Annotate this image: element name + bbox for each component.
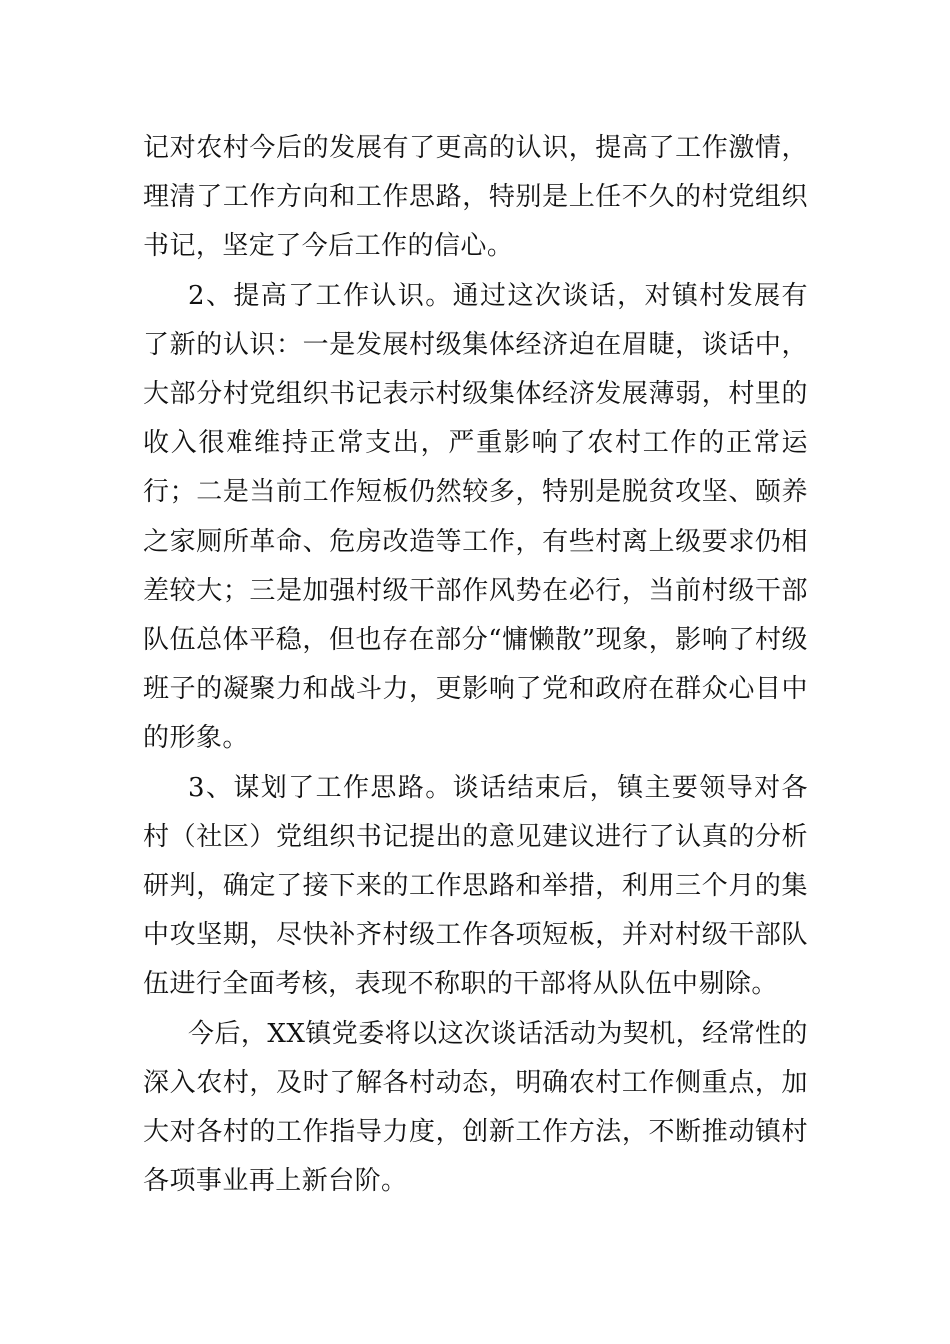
paragraph-work-plan: 3、谋划了工作思路。谈话结束后，镇主要领导对各村（社区）党组织书记提出的意见建议进行了认真的分析研判，确定了接下来的工作思路和举措，利用三个月的集中攻坚期，尽快补齐村级工作各项短板，并对村级干部队伍进行全面考核，表现不称职的干部将从队伍中剔除。 [143,772,808,1000]
document-body [143,124,808,1206]
paragraph-work-understanding: 2、提高了工作认识。通过这次谈话，对镇村发展有了新的认识：一是发展村级集体经济迫在眉睫，谈话中，大部分村党组织书记表示村级集体经济发展薄弱，村里的收入很难维持正常支出，严重影响了农村工作的正常运行；二是当前工作短板仍然较多，特别是脱贫攻坚、颐养之家厕所革命、危房改造等工作，有些村离上级要求仍相差较大；三是加强村级干部作风势在必行，当前村级干部队伍总体平稳，但也存在部分“慵懒散”现象，影响了村级班子的凝聚力和战斗力，更影响了党和政府在群众心目中的形象。 [143,280,808,754]
paragraph-future-outlook: 今后，XX镇党委将以这次谈话活动为契机，经常性的深入农村，及时了解各村动态，明确农村工作侧重点，加大对各村的工作指导力度，创新工作方法，不断推动镇村各项事业再上新台阶。 [143,1018,808,1197]
paragraph-continuation: 记对农村今后的发展有了更高的认识，提高了工作激情，理清了工作方向和工作思路，特别是上任不久的村党组织书记，坚定了今后工作的信心。 [143,133,808,262]
